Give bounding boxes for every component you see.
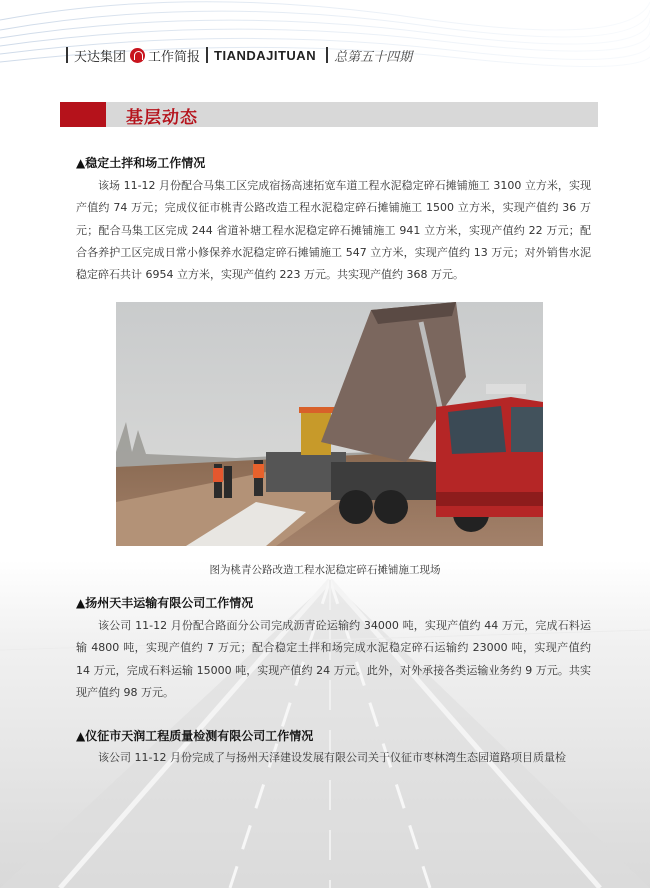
article-body: 该场 11-12 月份配合马集工区完成宿扬高速拓宽车道工程水泥稳定碎石摊铺施工 3100 立方米，实现产值约 74 万元；完成仪征市桃青公路改造工程水泥稳定碎石摊铺施工 1500 立方米，实现产值约 36 万元；配合马集工区完成 244 省道补塘工程水泥稳定碎石摊铺施工 941 立方米，实现产值约 22 万元；配合各养护工区完成日常小修保养水泥稳定碎石摊铺施工 547 立方米，实现产值约 13 万元；对外销售水泥稳定碎石共计 6954 立方米，实现产值约 223 万元。共实现产值约 368 万元。	[76, 179, 591, 282]
banner-accent-block	[60, 102, 106, 127]
company-logo-icon	[130, 48, 145, 63]
construction-site-photo	[116, 302, 543, 546]
newsletter-name: 工作简报	[148, 49, 201, 65]
page-header	[60, 44, 412, 66]
brand-english: TIANDAJITUAN	[214, 47, 317, 63]
section-banner	[60, 102, 598, 127]
article-heading: ▲稳定土拌和场工作情况	[76, 156, 206, 170]
header-divider	[66, 47, 68, 63]
header-divider	[326, 47, 328, 63]
article-heading: ▲仪征市天润工程质量检测有限公司工作情况	[76, 729, 314, 743]
section-title: 基层动态	[126, 108, 198, 128]
article-body: 该公司 11-12 月份完成了与扬州天泽建设发展有限公司关于仪征市枣林湾生态园道路项目质量检	[98, 751, 566, 764]
article-heading: ▲扬州天丰运输有限公司工作情况	[76, 596, 254, 610]
article-body: 该公司 11-12 月份配合路面分公司完成沥青砼运输约 34000 吨，实现产值约 44 万元，完成石料运输 4800 吨，实现产值约 7 万元；配合稳定土拌和场完成水泥稳定碎石运输约 23000 吨，实现产值约 14 万元，完成石料运输 15000 吨，实现产值约 24 万元。此外，对外承接各类运输业务约 9 万元。共实现产值约 98 万元。	[76, 619, 591, 699]
issue-number: 总第五十四期	[334, 49, 413, 65]
company-name: 天达集团	[74, 49, 127, 65]
photo-caption: 图为桃青公路改造工程水泥稳定碎石摊铺施工现场	[209, 564, 441, 576]
header-divider	[206, 47, 208, 63]
